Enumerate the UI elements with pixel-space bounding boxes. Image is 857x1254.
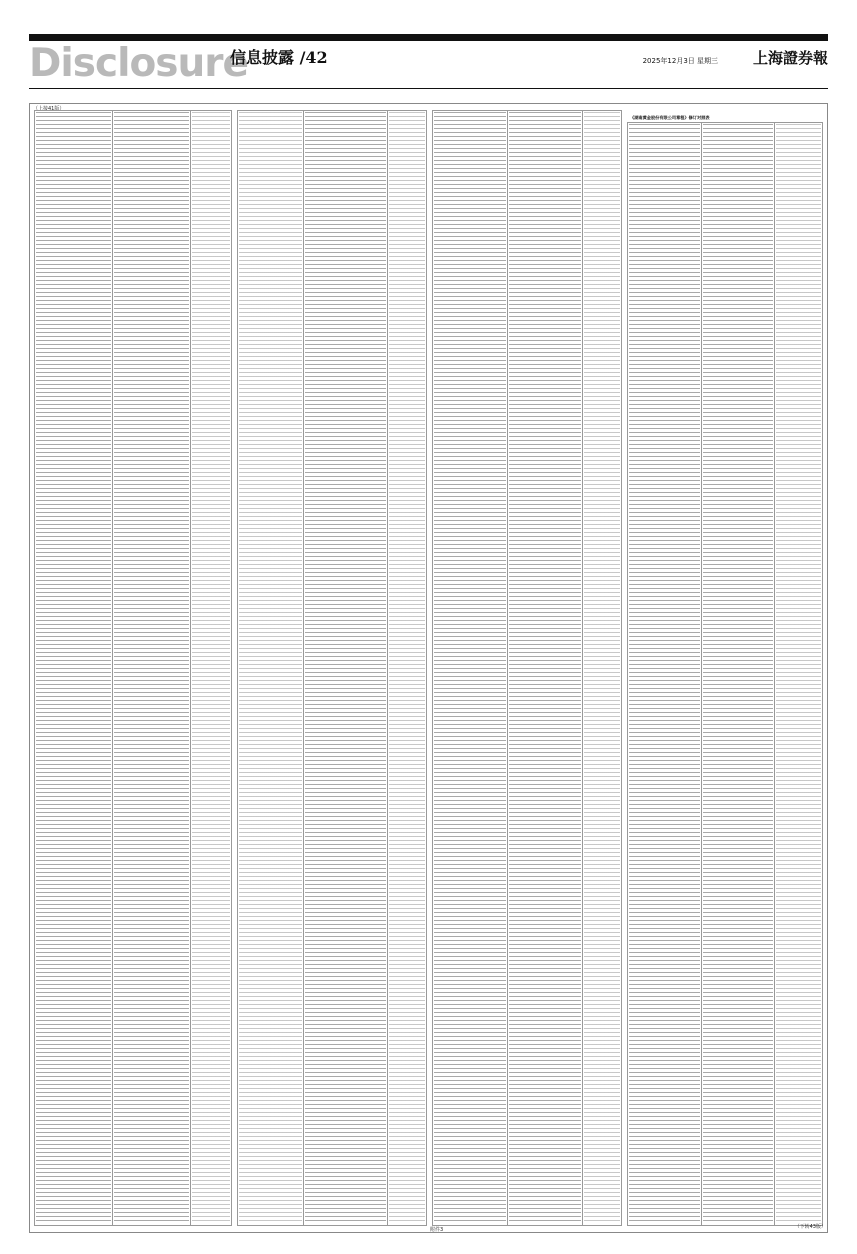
newspaper-name: 上海證券報 [752,49,828,67]
amendment-table-right [627,122,823,1226]
top-rule [29,34,828,41]
issue-date: 2025年12月3日 星期三 [642,57,718,65]
amendment-table-middle-right [432,110,622,1226]
continued-to-label: （下转43版） [794,1224,826,1230]
section-title: 信息披露 /42 [230,48,328,67]
amendment-table-middle-left [237,110,427,1226]
brand-wordmark: Disclosure [29,41,248,86]
masthead-rule [29,88,828,89]
continued-from-label: （上接41版） [33,106,65,112]
page-footer-label: 附件3 [430,1227,444,1233]
right-table-title: 《湖南黄金股份有限公司章程》修订对照表 [630,115,710,120]
masthead [29,41,828,86]
amendment-table-left [34,110,232,1226]
